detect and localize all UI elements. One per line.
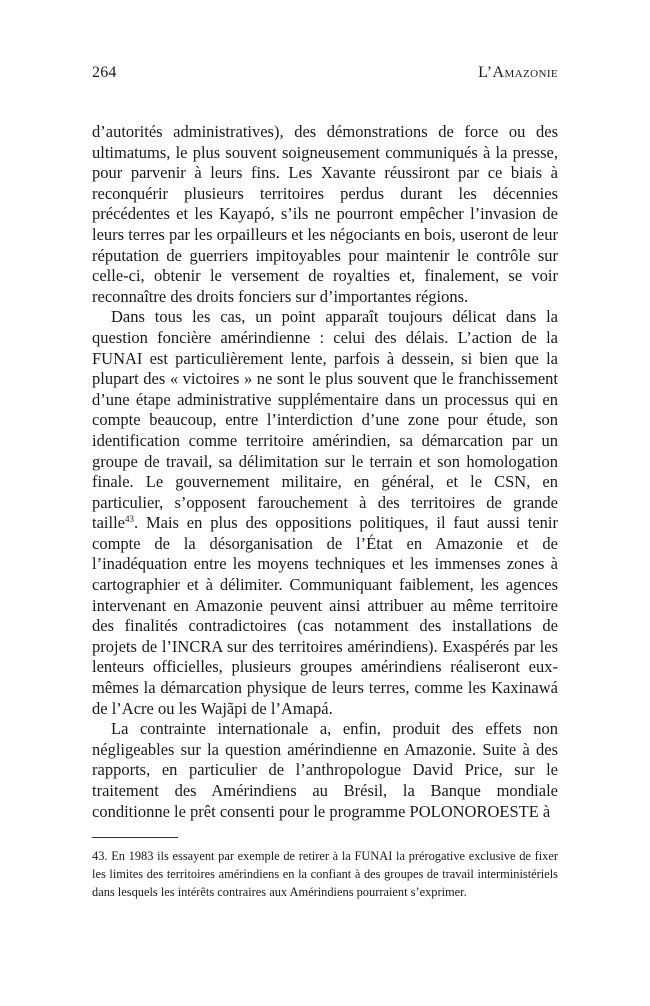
footnote-reference[interactable]: 43	[124, 514, 134, 525]
footnote-separator	[92, 837, 178, 838]
paragraph-2-text: Dans tous les cas, un point apparaît toujours délicat dans la question foncière amérindienne : celui des délais. L’action de la FUNAI est particulièrement lente, parfois à dessein, si bien que la plupart des « victoires » ne sont le plus souvent que le franchissement d’une étape administrative supplémentaire dans un processus qui en compte beaucoup, entre l’interdiction d’une zone pour étude, son identification comme territoire amérindien, sa démarcation par un groupe de travail, sa délimitation sur le terrain et son homologation finale. Le gouvernement militaire, en général, et le CSN, en particulier, s’opposent farouchement à des territoires de grande taille	[92, 307, 558, 533]
footnotes	[92, 848, 558, 901]
paragraph-2-continuation: . Mais en plus des oppositions politiques, il faut aussi tenir compte de la désorganisation de l’État en Amazonie et de l’inadéquation entre les moyens techniques et les immenses zones à cartographier et à délimiter. Communiquant faiblement, les agences intervenant en Amazonie peuvent ainsi attribuer au même territoire des finalités contradictoires (cas notamment des installations de projets de l’INCRA sur des territoires amérindiens). Exaspérés par les lenteurs officielles, plusieurs groupes amérindiens réaliseront eux-mêmes la démarcation physique de leurs terres, comme les Kaxinawá de l’Acre ou les Wajãpi de l’Amapá.	[92, 513, 558, 718]
running-title: L’Amazonie	[478, 64, 558, 81]
paragraph-1: d’autorités administratives), des démonstrations de force ou des ultimatums, le plus souvent soigneusement communiqués à la presse, pour parvenir à leurs fins. Les Xavante réussiront par ce biais à reconquérir plusieurs territoires perdus durant les décennies précédentes et les Kayapó, s’ils ne pourront empêcher l’invasion de leurs terres par les orpailleurs et les négociants en bois, useront de leur réputation de guerriers impitoyables pour maintenir le contrôle sur celle-ci, obtenir le versement de royalties et, finalement, se voir reconnaître des droits fonciers sur d’importantes régions.	[92, 122, 558, 306]
paragraph-2	[92, 307, 558, 719]
footnote-43	[92, 848, 558, 901]
paragraph-3: La contrainte internationale a, enfin, produit des effets non négligeables sur la question amérindienne en Amazonie. Suite à des rapports, en particulier de l’anthropologue David Price, sur le traitement des Amérindiens au Brésil, la Banque mondiale conditionne le prêt consenti pour le programme POLONOROESTE à	[92, 719, 558, 821]
footnote-number: 43.	[92, 849, 108, 863]
body-text	[92, 122, 558, 822]
footnote-text: En 1983 ils essayent par exemple de retirer à la FUNAI la prérogative exclusive de fixer les limites des territoires amérindiens en la confiant à des groupes de travail interministériels dans lesquels les intérêts contraires aux Amérindiens pourraient s’exprimer.	[92, 849, 558, 899]
page-number: 264	[92, 64, 117, 81]
